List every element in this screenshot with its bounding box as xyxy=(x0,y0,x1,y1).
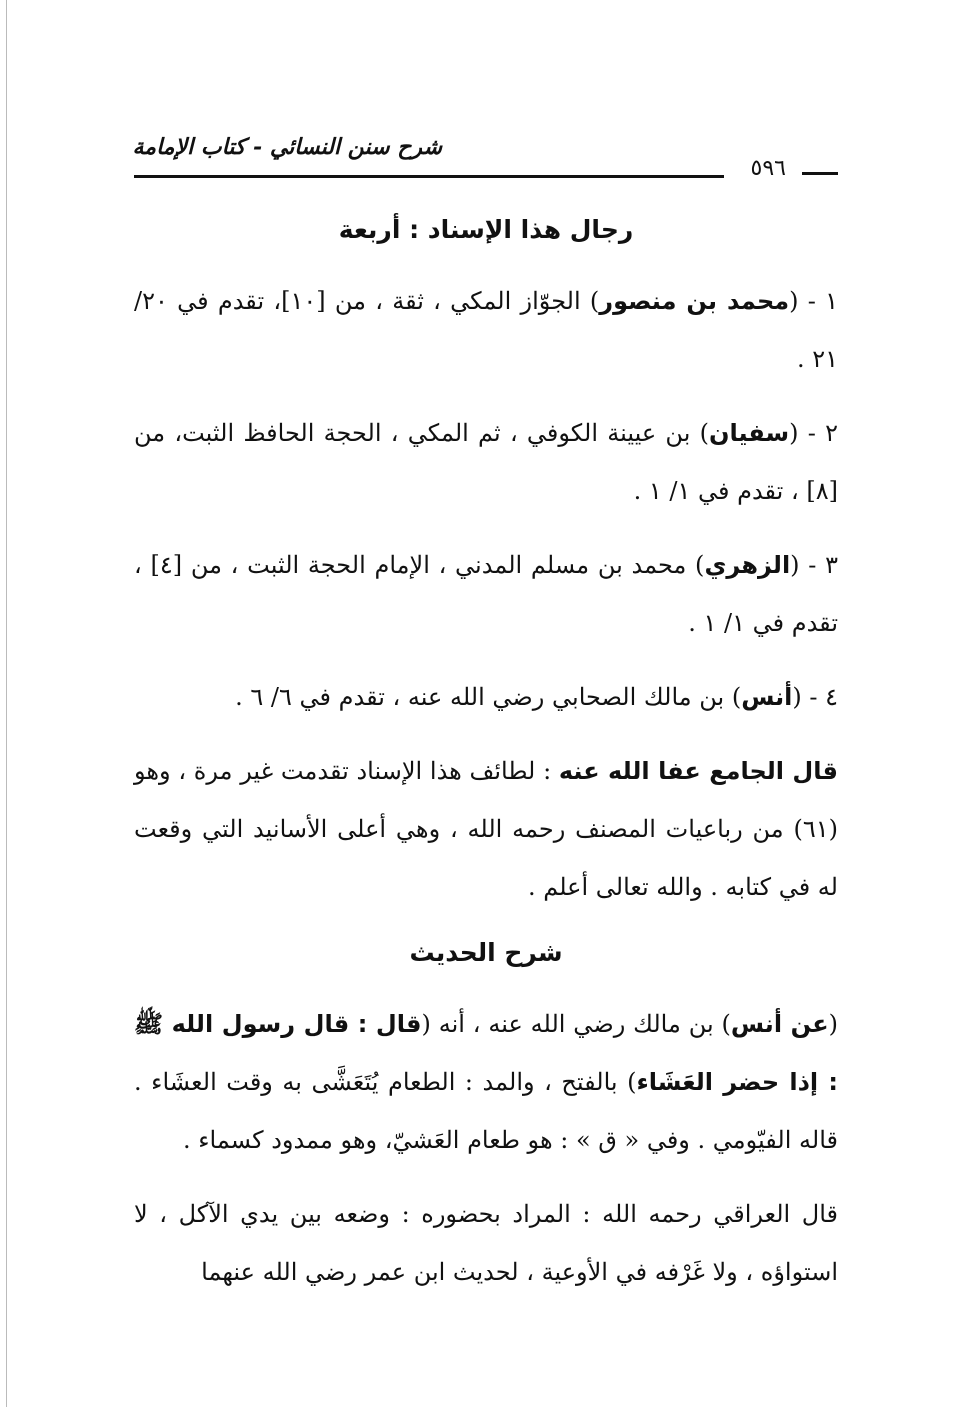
narrator-entry-1 xyxy=(134,272,838,388)
narrator-name: سفيان xyxy=(708,419,790,447)
explanation-paragraph-2: قال العراقي رحمه الله : المراد بحضوره : وضعه بين يدي الآكل ، لا استواؤه ، ولا غَرْفه في الأوعية ، لحديث ابن عمر رضي الله عنهما xyxy=(134,1200,838,1286)
running-header xyxy=(134,134,838,184)
page-content xyxy=(134,205,838,1317)
narrator-details: ) محمد بن مسلم المدني ، الإمام الحجة الثبت ، من [٤] ، تقدم في ١/ ١ . xyxy=(134,551,838,637)
narrator-entry-3 xyxy=(134,536,838,652)
section-heading-explanation: شرح الحديث xyxy=(409,938,563,967)
narrator-details: ) الجوّاز المكي ، ثقة ، من [١٠]، تقدم في ٢٠/ ٢١ . xyxy=(134,287,838,373)
page-number-dash xyxy=(802,172,838,175)
narrator-name: الزهري xyxy=(704,551,791,579)
narrator-number: ٢ - ( xyxy=(789,419,838,447)
page-edge-line xyxy=(6,0,7,1407)
narrator-entry-4 xyxy=(134,668,838,726)
narrator-number: ٣ - ( xyxy=(790,551,838,579)
text-run: ) بن مالك رضي الله عنه ، أنه ( xyxy=(421,1010,731,1038)
narrator-number: ٤ - ( xyxy=(792,683,838,711)
text-run: ) بالفتح ، والمد : الطعام يُتَعَشَّى به وقت العشَاء . قاله الفيّومي . وفي « ق » : هو طعام العَشيّ، وهو ممدود كسماء . xyxy=(134,1068,838,1154)
narrator-entry-2 xyxy=(134,404,838,520)
explanation-paragraph-1 xyxy=(134,995,838,1169)
narrator-name: محمد بن منصور xyxy=(599,287,790,315)
section-heading-narrators: رجال هذا الإسناد : أربعة xyxy=(338,215,634,244)
narrator-details: ) بن مالك الصحابي رضي الله عنه ، تقدم في ٦/ ٦ . xyxy=(235,683,742,711)
narrator-details: ) بن عيينة الكوفي ، ثم المكي ، الحجة الحافظ الثبت، من [٨] ، تقدم في ١/ ١ . xyxy=(134,419,838,505)
bold-run: قال : قال رسول الله ﷺ : إذا حضر العَشَاء xyxy=(134,1010,838,1096)
text-run: ( xyxy=(828,1010,838,1038)
page-number: ٥٩٦ xyxy=(750,156,786,181)
remark-text: : لطائف هذا الإسناد تقدمت غير مرة ، وهو (٦١) من رباعيات المصنف رحمه الله ، وهي أعلى الأسانيد التي وقعت له في كتابه . والله تعالى أعلم . xyxy=(134,757,838,901)
narrator-number: ١ - ( xyxy=(789,287,838,315)
bold-run: عن أنس xyxy=(730,1010,829,1038)
header-rule xyxy=(134,175,724,178)
remark-lead: قال الجامع عفا الله عنه xyxy=(558,757,838,785)
compiler-remark xyxy=(134,742,838,916)
running-title: شرح سنن النسائي - كتاب الإمامة xyxy=(132,134,442,160)
narrator-name: أنس xyxy=(741,683,793,711)
